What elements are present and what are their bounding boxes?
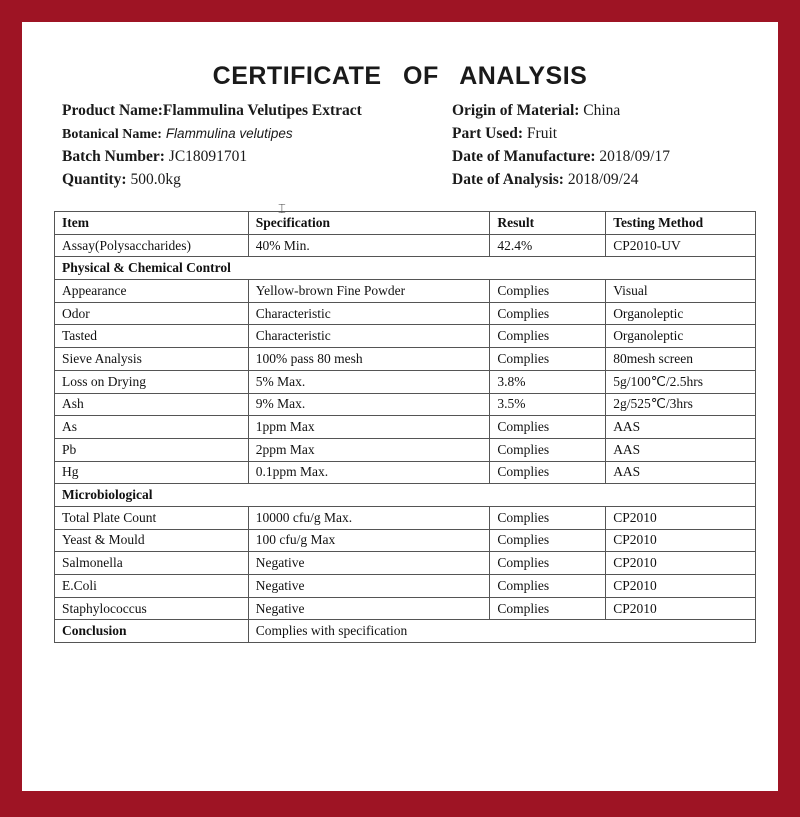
method-cell: CP2010 <box>606 552 756 575</box>
product-name-value: Flammulina Velutipes Extract <box>162 102 362 119</box>
item-cell: Appearance <box>55 280 249 303</box>
item-cell: Loss on Drying <box>55 370 249 393</box>
table-row <box>55 348 756 371</box>
botanical-name-row <box>62 122 362 145</box>
method-cell: AAS <box>606 461 756 484</box>
method-cell: CP2010 <box>606 575 756 598</box>
result-cell: Complies <box>490 575 606 598</box>
result-cell: Complies <box>490 438 606 461</box>
info-left-column <box>62 99 362 191</box>
table-row <box>55 416 756 439</box>
method-cell: Organoleptic <box>606 325 756 348</box>
section-row-microbiological <box>55 484 756 507</box>
analysis-date-label: Date of Analysis: <box>452 171 564 188</box>
section-heading: Microbiological <box>55 484 756 507</box>
specification-cell: 0.1ppm Max. <box>248 461 490 484</box>
table-header-row <box>55 212 756 235</box>
origin-label: Origin of Material: <box>452 102 580 119</box>
specification-cell: 2ppm Max <box>248 438 490 461</box>
botanical-name-label: Botanical Name: <box>62 127 162 142</box>
section-row-physical <box>55 257 756 280</box>
section-heading: Physical & Chemical Control <box>55 257 756 280</box>
table-row <box>55 325 756 348</box>
specification-cell: Negative <box>248 552 490 575</box>
item-cell: Salmonella <box>55 552 249 575</box>
specification-cell: Negative <box>248 575 490 598</box>
manufacture-date-value: 2018/09/17 <box>599 148 670 165</box>
item-cell: Hg <box>55 461 249 484</box>
item-cell: Staphylococcus <box>55 597 249 620</box>
header-specification: Specification <box>248 212 490 235</box>
item-cell: Ash <box>55 393 249 416</box>
method-cell: 2g/525℃/3hrs <box>606 393 756 416</box>
manufacture-date-row <box>452 145 670 168</box>
item-cell: Total Plate Count <box>55 506 249 529</box>
product-name-label: Product Name: <box>62 102 163 119</box>
specification-cell: 1ppm Max <box>248 416 490 439</box>
table-row <box>55 575 756 598</box>
result-cell: Complies <box>490 597 606 620</box>
table-row <box>55 529 756 552</box>
specification-cell: Yellow-brown Fine Powder <box>248 280 490 303</box>
batch-number-row <box>62 145 362 168</box>
result-cell: Complies <box>490 302 606 325</box>
method-cell: AAS <box>606 416 756 439</box>
conclusion-row <box>55 620 756 643</box>
item-cell: E.Coli <box>55 575 249 598</box>
result-cell: 42.4% <box>490 234 606 257</box>
specification-cell: 10000 cfu/g Max. <box>248 506 490 529</box>
product-name-row <box>62 99 362 122</box>
quantity-value: 500.0kg <box>130 171 181 188</box>
method-cell: 80mesh screen <box>606 348 756 371</box>
table-row <box>55 280 756 303</box>
specification-cell: 9% Max. <box>248 393 490 416</box>
specification-cell: Characteristic <box>248 302 490 325</box>
result-cell: Complies <box>490 325 606 348</box>
batch-number-value: JC18091701 <box>168 148 248 165</box>
text-cursor-icon: ⌶ <box>278 201 286 216</box>
origin-row <box>452 99 670 122</box>
part-used-label: Part Used: <box>452 125 524 142</box>
result-cell: 3.5% <box>490 393 606 416</box>
specification-cell: 100% pass 80 mesh <box>248 348 490 371</box>
method-cell: CP2010 <box>606 506 756 529</box>
conclusion-label: Conclusion <box>55 620 249 643</box>
result-cell: Complies <box>490 552 606 575</box>
table-row <box>55 461 756 484</box>
table-row <box>55 438 756 461</box>
table-row <box>55 234 756 257</box>
header-item: Item <box>55 212 249 235</box>
specification-cell: Characteristic <box>248 325 490 348</box>
specification-cell: 100 cfu/g Max <box>248 529 490 552</box>
quantity-label: Quantity: <box>62 171 127 188</box>
manufacture-date-label: Date of Manufacture: <box>452 148 596 165</box>
result-cell: Complies <box>490 506 606 529</box>
part-used-value: Fruit <box>526 125 558 142</box>
botanical-name-value: Flammulina velutipes <box>165 126 293 141</box>
item-cell: As <box>55 416 249 439</box>
item-cell: Odor <box>55 302 249 325</box>
item-cell: Sieve Analysis <box>55 348 249 371</box>
item-cell: Yeast & Mould <box>55 529 249 552</box>
table-row <box>55 552 756 575</box>
origin-value: China <box>583 102 621 119</box>
method-cell: CP2010 <box>606 597 756 620</box>
conclusion-value: Complies with specification <box>248 620 755 643</box>
method-cell: 5g/100℃/2.5hrs <box>606 370 756 393</box>
method-cell: CP2010-UV <box>606 234 756 257</box>
info-right-column <box>452 99 670 191</box>
specification-cell: Negative <box>248 597 490 620</box>
specification-cell: 5% Max. <box>248 370 490 393</box>
table-row <box>55 302 756 325</box>
table-row <box>55 393 756 416</box>
page-title: CERTIFICATE OF ANALYSIS <box>212 62 588 90</box>
specification-cell: 40% Min. <box>248 234 490 257</box>
header-result: Result <box>490 212 606 235</box>
item-cell: Pb <box>55 438 249 461</box>
result-cell: Complies <box>490 461 606 484</box>
header-testing-method: Testing Method <box>606 212 756 235</box>
table-row <box>55 506 756 529</box>
method-cell: Visual <box>606 280 756 303</box>
result-cell: 3.8% <box>490 370 606 393</box>
analysis-date-value: 2018/09/24 <box>567 171 639 188</box>
analysis-date-row <box>452 168 670 191</box>
result-cell: Complies <box>490 529 606 552</box>
batch-number-label: Batch Number: <box>62 148 165 165</box>
analysis-table <box>54 211 756 643</box>
item-cell: Assay(Polysaccharides) <box>55 234 249 257</box>
certificate-sheet <box>22 22 778 791</box>
part-used-row <box>452 122 670 145</box>
method-cell: Organoleptic <box>606 302 756 325</box>
table-row <box>55 597 756 620</box>
result-cell: Complies <box>490 416 606 439</box>
quantity-row <box>62 168 362 191</box>
item-cell: Tasted <box>55 325 249 348</box>
result-cell: Complies <box>490 348 606 371</box>
method-cell: AAS <box>606 438 756 461</box>
result-cell: Complies <box>490 280 606 303</box>
table-row <box>55 370 756 393</box>
method-cell: CP2010 <box>606 529 756 552</box>
